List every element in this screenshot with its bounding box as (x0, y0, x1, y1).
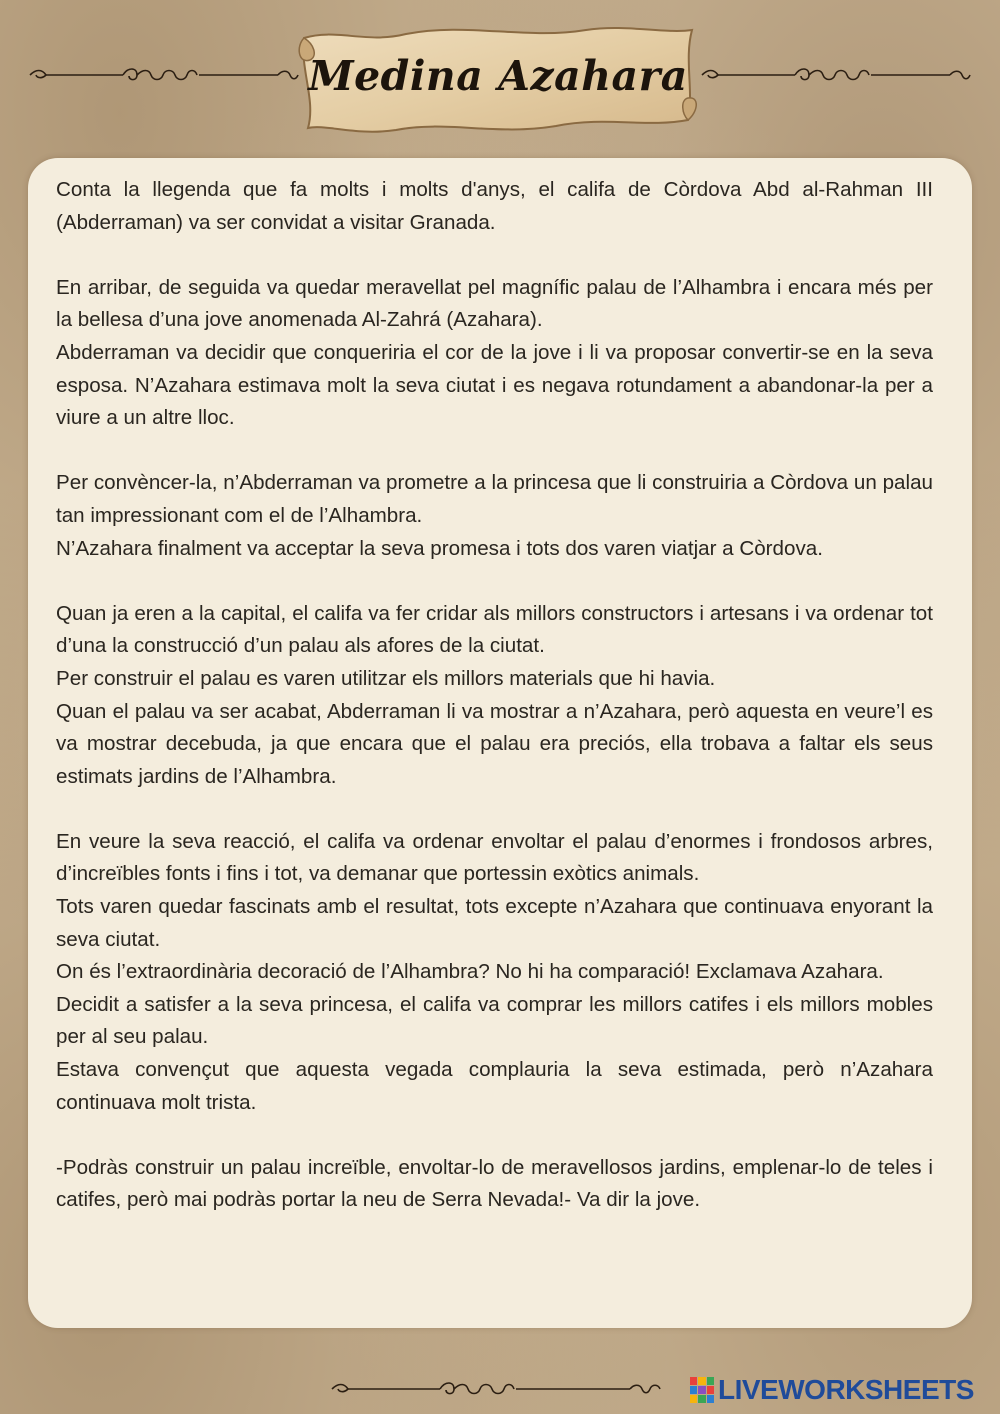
liveworksheets-badge-icon (690, 1377, 714, 1403)
story-line: Estava convençut que aquesta vegada complauria la seva estimada, però n’Azahara continuava molt trista. (56, 1058, 933, 1114)
paragraph (56, 1152, 933, 1217)
paragraph (56, 174, 933, 239)
liveworksheets-text: LIVEWORKSHEETS (718, 1374, 974, 1405)
story-line: Abderraman va decidir que conqueriria el cor de la jove i li va proposar convertir-se en la seva esposa. N’Azahara estimava molt la seva ciutat i es negava rotundament a abandonar-la per a viure a un altre lloc. (56, 340, 933, 430)
bottom-flourish (330, 1376, 690, 1402)
liveworksheets-logo (690, 1372, 974, 1408)
story-line: Conta la llegenda que fa molts i molts d'anys, el califa de Còrdova Abd al-Rahman III (Abderraman) va ser convidat a visitar Granada. (56, 178, 933, 234)
story-line: En arribar, de seguida va quedar meravellat pel magnífic palau de l’Alhambra i encara més per la bellesa d’una jove anomenada Al-Zahrá (Azahara). (56, 275, 933, 332)
top-right-flourish (700, 62, 972, 88)
story-line: Quan el palau va ser acabat, Abderraman li va mostrar a n’Azahara, però aquesta en veure’l es va mostrar decebuda, ja que encara que el palau era preciós, ella trobava a faltar els seus estimats jardins de l’Alhambra. (56, 699, 933, 788)
paragraph (56, 598, 933, 794)
story-line: Per convèncer-la, n’Abderraman va prometre a la princesa que li construiria a Còrdova un palau tan impressionant com el de l’Alhambra. (56, 471, 933, 527)
story-line: En veure la seva reacció, el califa va ordenar envoltar el palau d’enormes i frondosos arbres, d’increïbles fonts i fins i tot, va demanar que portessin exòtics animals. (56, 829, 933, 886)
story-line: On és l’extraordinària decoració de l’Alhambra? No hi ha comparació! Exclamava Azahara. (56, 960, 884, 984)
story-line: Per construir el palau es varen utilitzar els millors materials que hi havia. (56, 666, 716, 690)
story-line: -Podràs construir un palau increïble, envoltar-lo de meravellosos jardins, emplenar-lo de teles i catifes, però mai podràs portar la neu de Serra Nevada!- Va dir la jove. (56, 1155, 933, 1212)
story-line: N’Azahara finalment va acceptar la seva promesa i tots dos varen viatjar a Còrdova. (56, 536, 823, 560)
top-left-flourish (28, 62, 300, 88)
page-title: Medina Azahara (308, 52, 688, 100)
paragraph (56, 272, 933, 435)
paragraph (56, 826, 933, 1119)
story-line: Tots varen quedar fascinats amb el resultat, tots excepte n’Azahara que continuava enyorant la seva ciutat. (56, 895, 933, 951)
story-line: Quan ja eren a la capital, el califa va fer cridar als millors constructors i artesans i va ordenar tot d’una la construcció d’un palau als afores de la ciutat. (56, 601, 933, 658)
story-text (56, 174, 933, 1250)
paragraph (56, 467, 933, 565)
story-line: Decidit a satisfer a la seva princesa, el califa va comprar les millors catifes i els millors mobles per al seu palau. (56, 992, 933, 1049)
